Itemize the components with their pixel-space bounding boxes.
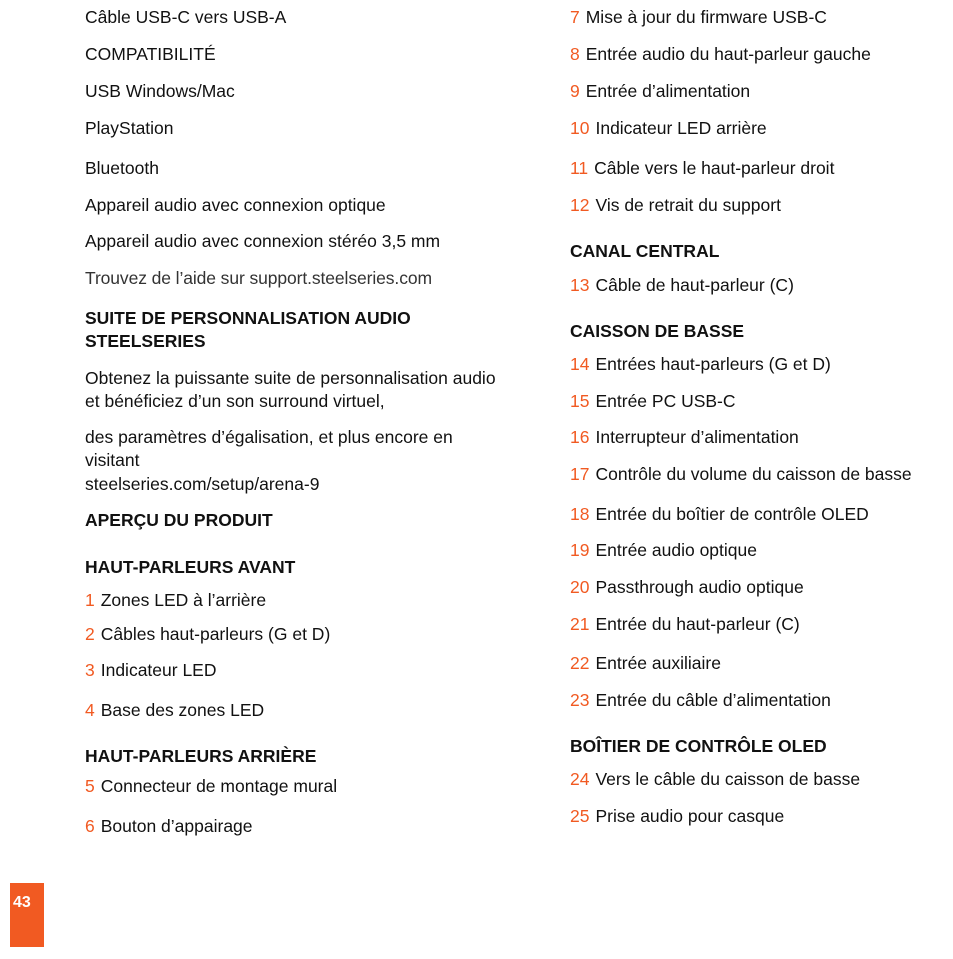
list-item	[570, 576, 804, 599]
list-item	[570, 274, 794, 297]
list-item	[570, 6, 827, 29]
list-item	[570, 805, 784, 828]
item-label: Entrée auxiliaire	[595, 653, 721, 673]
item-label: Câble de haut-parleur (C)	[595, 275, 794, 295]
overview-heading: APERÇU DU PRODUIT	[85, 510, 273, 530]
item-number: 15	[570, 391, 590, 411]
item-number: 23	[570, 690, 590, 710]
item-label: Indicateur LED	[100, 660, 217, 680]
help-text: Trouvez de l’aide sur support.steelseries.com	[85, 268, 432, 288]
list-item	[570, 157, 834, 180]
item-label: Mise à jour du firmware USB-C	[585, 7, 827, 27]
item-number: 4	[85, 700, 95, 720]
item-label: Interrupteur d’alimentation	[595, 427, 799, 447]
item-label: Entrée d’alimentation	[585, 81, 751, 101]
list-item	[85, 775, 337, 798]
compat-item-playstation: PlayStation	[85, 118, 174, 138]
list-item	[570, 689, 831, 712]
compat-item-usb: USB Windows/Mac	[85, 81, 235, 101]
item-label: Zones LED à l’arrière	[100, 590, 267, 610]
item-number: 25	[570, 806, 590, 826]
list-item	[570, 43, 871, 66]
item-label: Prise audio pour casque	[595, 806, 785, 826]
item-number: 22	[570, 653, 590, 673]
suite-paragraph-1: Obtenez la puissante suite de personnalisation audio et bénéficiez d’un son surround virtuel,	[85, 368, 496, 411]
page-number: 43	[13, 894, 31, 911]
item-label: Indicateur LED arrière	[595, 118, 767, 138]
list-item	[570, 117, 767, 140]
subwoofer-heading: CAISSON DE BASSE	[570, 321, 745, 341]
list-item	[85, 589, 266, 612]
list-item	[570, 768, 860, 791]
list-item	[570, 539, 757, 562]
item-label: Entrée audio optique	[595, 540, 757, 560]
list-item	[85, 659, 217, 682]
item-number: 9	[570, 81, 580, 101]
item-label: Entrée audio du haut-parleur gauche	[585, 44, 871, 64]
suite-link[interactable]: steelseries.com/setup/arena-9	[85, 474, 320, 494]
item-number: 19	[570, 540, 590, 560]
list-item	[85, 623, 330, 646]
list-item	[570, 194, 781, 217]
suite-paragraph-2: des paramètres d’égalisation, et plus encore en visitant	[85, 427, 453, 470]
item-number: 2	[85, 624, 95, 644]
compat-item-bluetooth: Bluetooth	[85, 158, 159, 178]
compatibility-heading: COMPATIBILITÉ	[85, 44, 216, 64]
item-label: Contrôle du volume du caisson de basse	[595, 464, 912, 484]
list-item	[570, 426, 799, 449]
item-number: 17	[570, 464, 590, 484]
item-number: 13	[570, 275, 590, 295]
list-item	[85, 815, 253, 838]
item-label: Bouton d’appairage	[100, 816, 253, 836]
item-number: 11	[570, 158, 589, 178]
item-number: 18	[570, 504, 590, 524]
item-label: Vers le câble du caisson de basse	[595, 769, 861, 789]
item-label: Entrée du haut-parleur (C)	[595, 614, 800, 634]
rear-speakers-heading: HAUT-PARLEURS ARRIÈRE	[85, 746, 317, 766]
list-item	[570, 80, 750, 103]
center-channel-heading: CANAL CENTRAL	[570, 241, 720, 261]
item-number: 7	[570, 7, 580, 27]
item-label: Vis de retrait du support	[595, 195, 781, 215]
item-number: 5	[85, 776, 95, 796]
item-number: 6	[85, 816, 95, 836]
compat-item-optical: Appareil audio avec connexion optique	[85, 195, 386, 215]
page-number-tab	[10, 883, 44, 947]
list-item	[570, 390, 736, 413]
item-label: Câble vers le haut-parleur droit	[594, 158, 835, 178]
item-label: Connecteur de montage mural	[100, 776, 338, 796]
item-label: Entrée PC USB-C	[595, 391, 736, 411]
item-number: 12	[570, 195, 590, 215]
item-number: 8	[570, 44, 580, 64]
item-number: 14	[570, 354, 590, 374]
item-label: Base des zones LED	[100, 700, 265, 720]
list-item	[570, 463, 912, 486]
item-number: 3	[85, 660, 95, 680]
item-number: 21	[570, 614, 590, 634]
item-label: Entrée du câble d’alimentation	[595, 690, 831, 710]
oled-box-heading: BOÎTIER DE CONTRÔLE OLED	[570, 736, 827, 756]
compat-item-stereo: Appareil audio avec connexion stéréo 3,5 mm	[85, 231, 441, 251]
suite-heading: SUITE DE PERSONNALISATION AUDIO STEELSERIES	[85, 308, 411, 351]
item-label: Entrée du boîtier de contrôle OLED	[595, 504, 869, 524]
item-number: 10	[570, 118, 590, 138]
front-speakers-heading: HAUT-PARLEURS AVANT	[85, 557, 296, 577]
list-item	[570, 652, 721, 675]
list-item	[85, 699, 264, 722]
item-label: Câbles haut-parleurs (G et D)	[100, 624, 331, 644]
item-number: 1	[85, 590, 95, 610]
item-number: 24	[570, 769, 590, 789]
list-item	[570, 353, 831, 376]
item-number: 20	[570, 577, 590, 597]
item-number: 16	[570, 427, 590, 447]
item-label: Entrées haut-parleurs (G et D)	[595, 354, 831, 374]
list-item	[570, 613, 800, 636]
list-item	[570, 503, 869, 526]
usb-cable-text: Câble USB-C vers USB-A	[85, 7, 287, 27]
item-label: Passthrough audio optique	[595, 577, 804, 597]
